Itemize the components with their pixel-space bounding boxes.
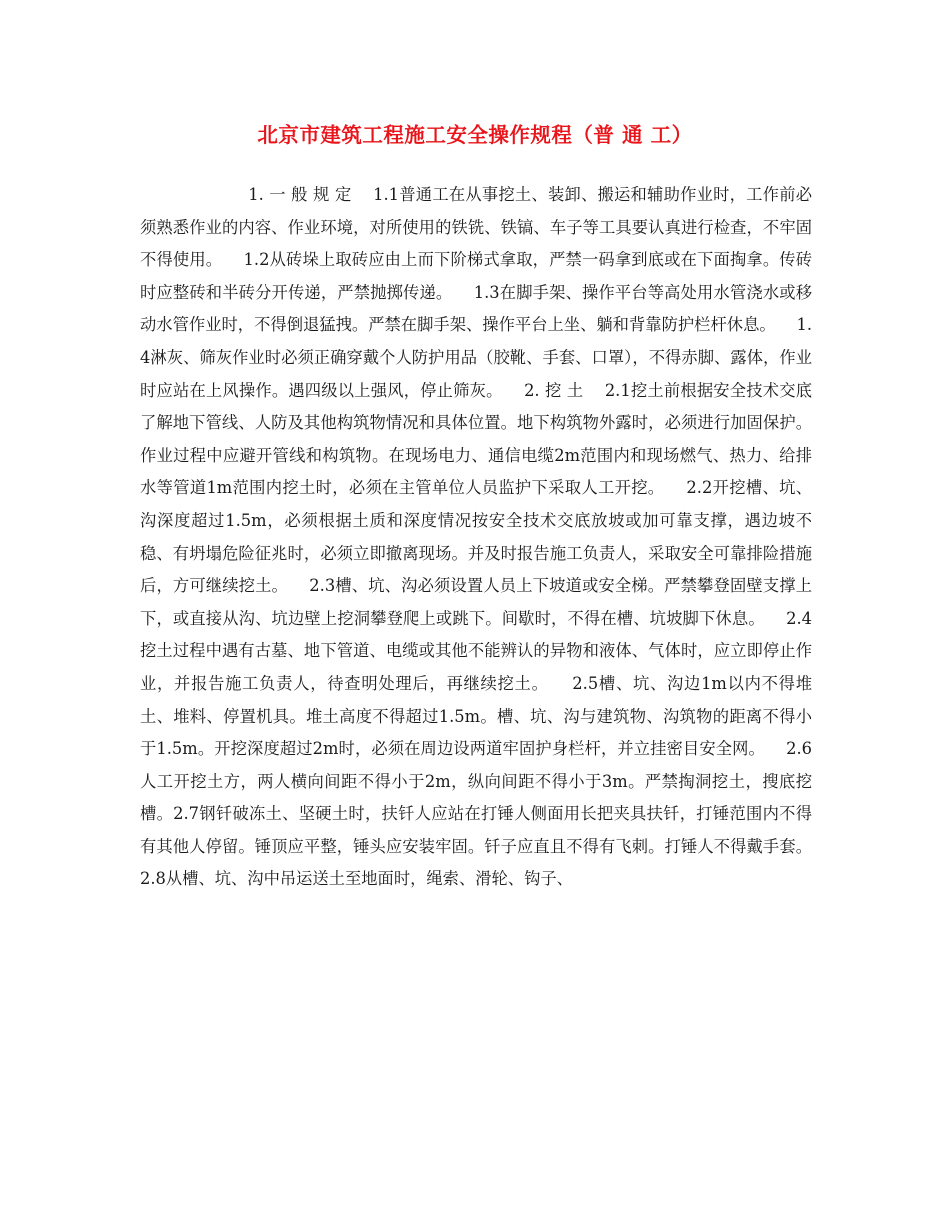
document-title: 北京市建筑工程施工安全操作规程（普 通 工） <box>257 123 693 147</box>
document-body-text: 1. 一 般 规 定 1.1普通工在从事挖土、装卸、搬运和辅助作业时，工作前必须熟悉作业的内容、作业环境，对所使用的铁铣、铁镐、车子等工具要认真进行检查，不牢固不得使用。 1.2从砖垛上取砖应由上而下阶梯式拿取，严禁一码拿到底或在下面掏拿。传砖时应整砖和半砖分开传递，严禁抛掷传递。 1.3在脚手架、操作平台等高处用水管浇水或移动水管作业时，不得倒退猛拽。严禁在脚手架、操作平台上坐、躺和背靠防护栏杆休息。 1.4淋灰、筛灰作业时必须正确穿戴个人防护用品（胶靴、手套、口罩），不得赤脚、露体，作业时应站在上风操作。遇四级以上强风，停止筛灰。 2. 挖 土 2.1挖土前根据安全技术交底了解地下管线、人防及其他构筑物情况和具体位置。地下构筑物外露时，必须进行加固保护。作业过程中应避开管线和构筑物。在现场电力、通信电缆2m范围内和现场燃气、热力、给排水等管道1m范围内挖土时，必须在主管单位人员监护下采取人工开挖。 2.2开挖槽、坑、沟深度超过1.5m，必须根据土质和深度情况按安全技术交底放坡或加可靠支撑，遇边坡不稳、有坍塌危险征兆时，必须立即撤离现场。并及时报告施工负责人，采取安全可靠排险措施后，方可继续挖土。 2.3槽、坑、沟必须设置人员上下坡道或安全梯。严禁攀登固壁支撑上下，或直接从沟、坑边壁上挖洞攀登爬上或跳下。间歇时，不得在槽、坑坡脚下休息。 2.4挖土过程中遇有古墓、地下管道、电缆或其他不能辨认的异物和液体、气体时，应立即停止作业，并报告施工负责人，待查明处理后，再继续挖土。 2.5槽、坑、沟边1m以内不得堆土、堆料、停置机具。堆土高度不得超过1.5m。槽、坑、沟与建筑物、沟筑物的距离不得小于1.5m。开挖深度超过2m时，必须在周边设两道牢固护身栏杆，并立挂密目安全网。 2.6人工开挖土方，两人横向间距不得小于2m，纵向间距不得小于3m。严禁掏洞挖土，搜底挖槽。2.7钢钎破冻土、坚硬土时，扶钎人应站在打锤人侧面用长把夹具扶钎，打锤范围内不得有其他人停留。锤顶应平整，锤头应安装牢固。钎子应直且不得有飞刺。打锤人不得戴手套。 2.8从槽、坑、沟中吊运送土至地面时，绳索、滑轮、钩子、 <box>140 185 833 889</box>
